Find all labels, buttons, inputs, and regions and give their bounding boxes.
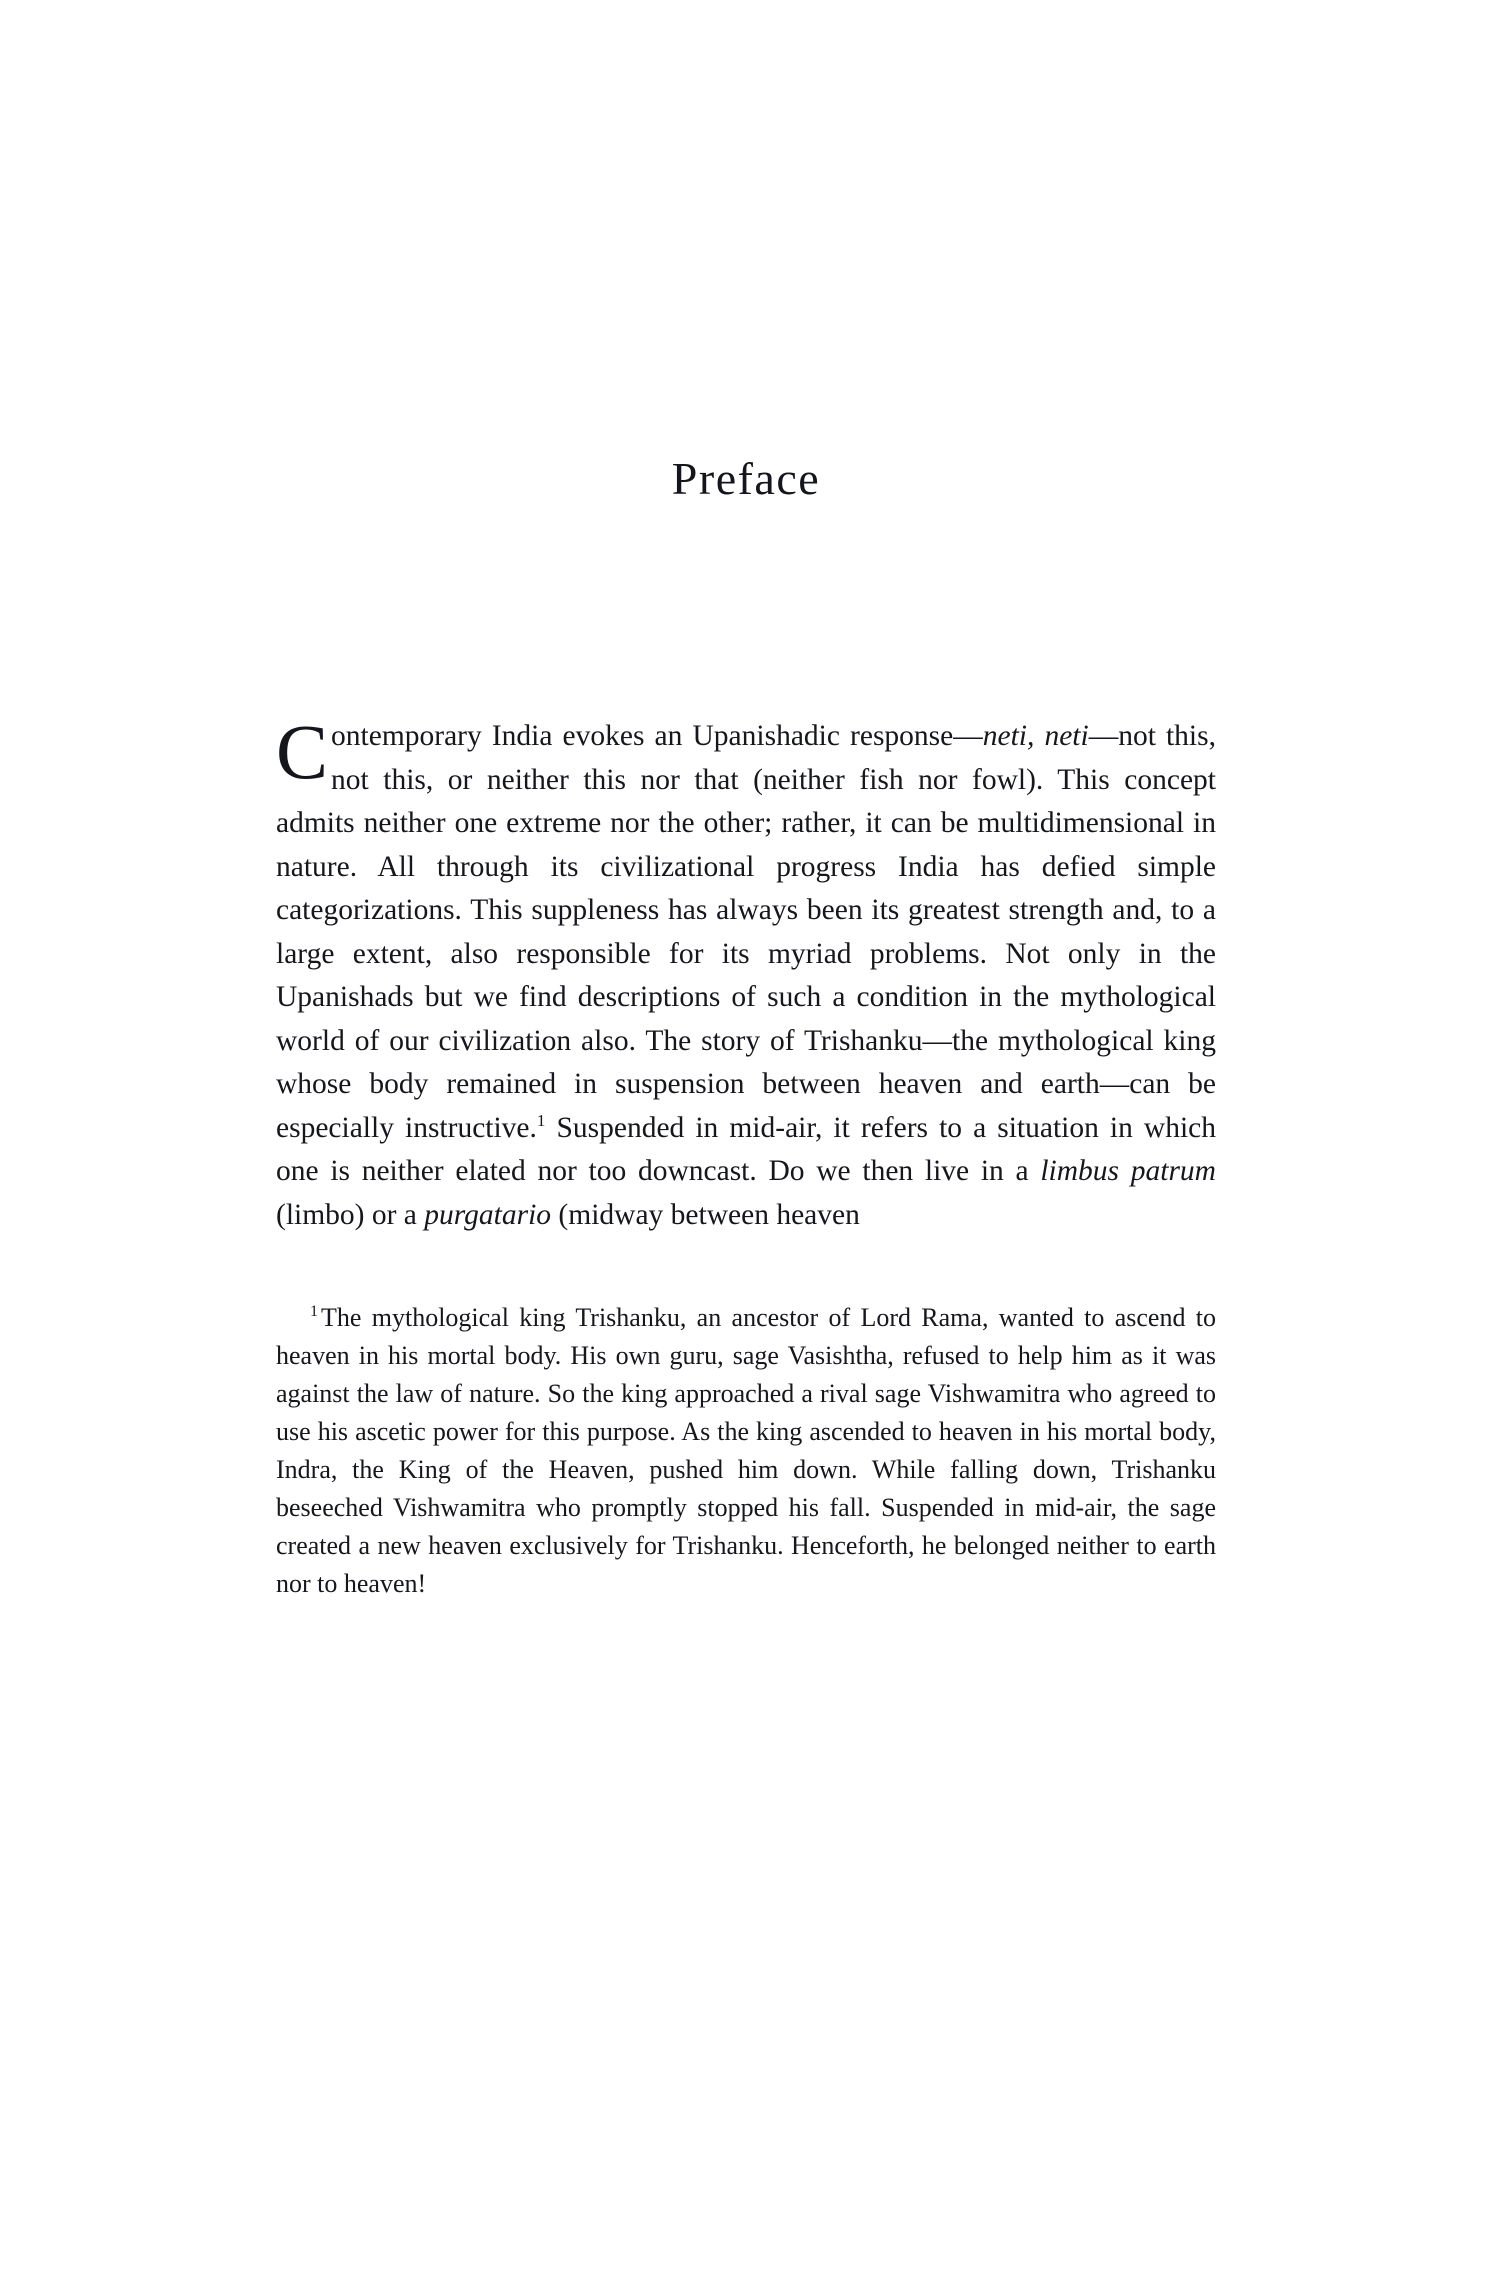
page-title: Preface bbox=[671, 453, 821, 504]
paragraph-segment-5: (midway between heaven bbox=[551, 1198, 860, 1231]
latin-phrase-limbus-patrum: limbus patrum bbox=[1040, 1155, 1216, 1187]
footnote bbox=[276, 1299, 1216, 1603]
latin-phrase-neti: neti, neti bbox=[982, 720, 1089, 752]
footnote-text: The mythological king Trishanku, an ancestor of Lord Rama, wanted to ascend to heaven in his mortal body. His own guru, sage Vasishtha, refused to help him as it was against the law of nature. So the king approached a rival sage Vishwamitra who agreed to use his ascetic power for this purpose. As the king ascended to heaven in his mortal body, Indra, the King of the Heaven, pushed him down. While falling down, Trishanku beseeched Vishwamitra who promptly stopped his fall. Suspended in mid-air, the sage created a new heaven exclusively for Trishanku. Henceforth, he belonged neither to earth nor to heaven! bbox=[276, 1303, 1216, 1598]
footnote-number: 1 bbox=[310, 1303, 318, 1321]
paragraph-segment-3: Suspended in mid-air, it refers to a situation in which one is neither elated nor too downcast. Do we then live in a bbox=[276, 1111, 1216, 1187]
footnote-reference-marker[interactable]: 1 bbox=[536, 1110, 546, 1130]
paragraph-segment-1: ontemporary India evokes an Upanishadic response— bbox=[331, 720, 983, 752]
paragraph-segment-4: (limbo) or a bbox=[276, 1198, 425, 1231]
paragraph-segment-2: —not this, not this, or neither this nor that (neither fish nor fowl). This concept admits neither one extreme nor the other; rather, it can be multidimensional in nature. All through its civilizational progress India has defied simple categorizations. This suppleness has always been its greatest strength and, to a large extent, also responsible for its myriad problems. Not only in the Upanishads but we find descriptions of such a condition in the mythological world of our civilization also. The story of Trishanku—the mythological king whose body remained in suspension between heaven and earth—can be especially instructive. bbox=[276, 720, 1216, 1144]
preface-paragraph bbox=[276, 708, 1216, 1237]
latin-phrase-purgatario: purgatario bbox=[424, 1198, 552, 1231]
drop-cap: C bbox=[276, 708, 329, 795]
page-content bbox=[276, 0, 1216, 1603]
